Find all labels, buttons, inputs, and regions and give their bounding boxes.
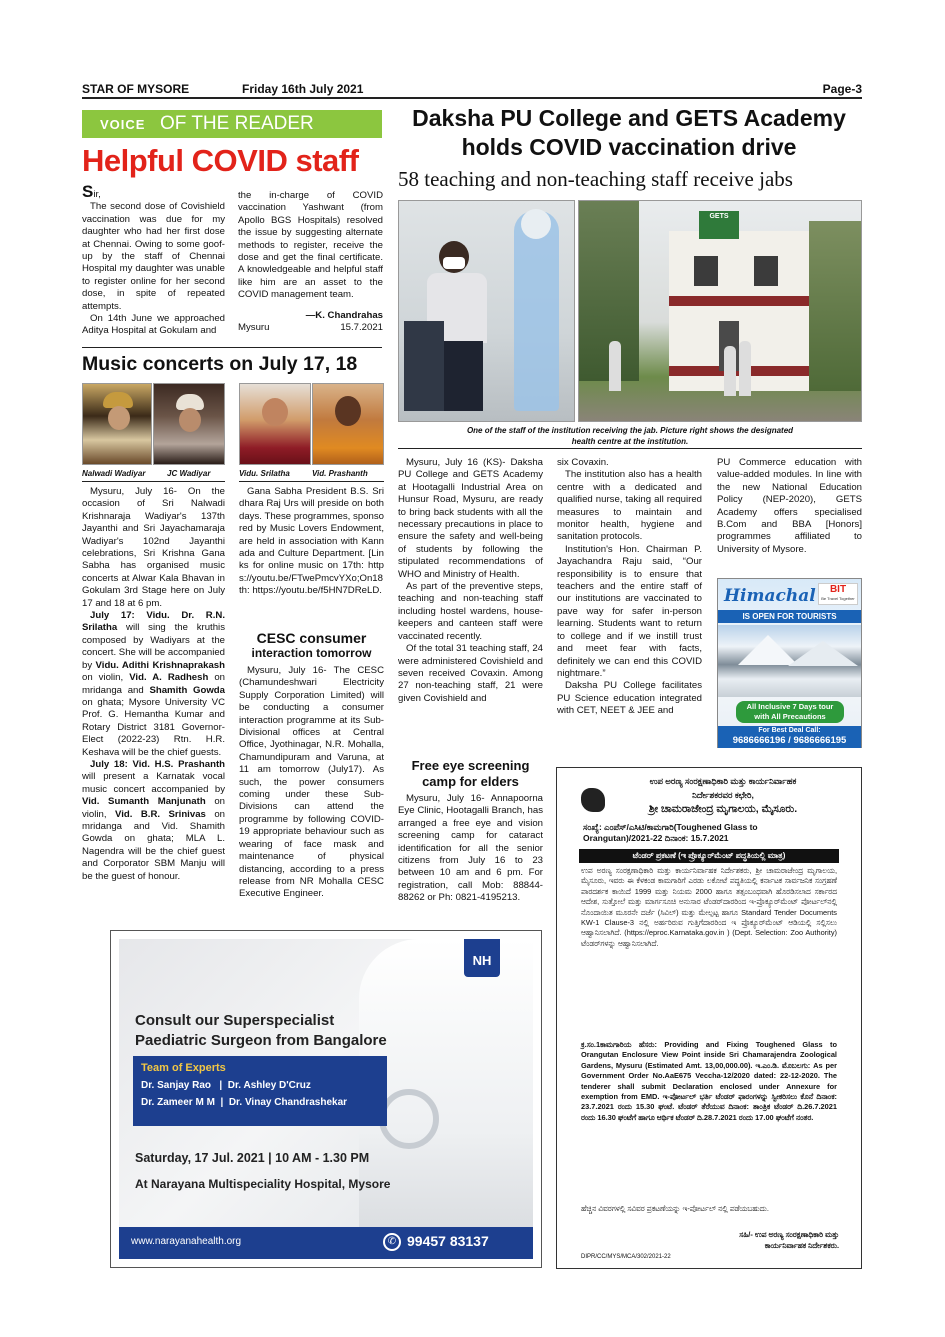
tender-sign: ಸಹಿ/- ಉಪ ಅರಣ್ಯ ಸಂರಕ್ಷಣಾಧಿಕಾರಿ ಮತ್ತು ಕಾರ್ಯನಿರ್ವಾಹಕ ನಿರ್ದೇಶಕರು.	[739, 1230, 839, 1250]
nh-team-box: Team of Experts Dr. Sanjay Rao | Dr. Ashley D'Cruz Dr. Zameer M M | Dr. Vinay Chandrashekar	[133, 1056, 387, 1126]
nh-phone[interactable]: 99457 83137	[407, 1233, 489, 1249]
daksha-col2: six Covaxin. The institution also has a health centre with a dedicated and qualified nurse, taking all required measures to maintain and monitor health, hygiene and sanitation protocols. Institution's Hon. Chairman P. Jayachandra Raju said, “Our responsibility is to ensure that teachers and the entire staff of our institutions are vaccinated to pave way for safer in-person learning. Students want to return to college and if we instill trust and meet fear with facts, definitely we can end this COVID nightmare.” Daksha PU College facilitates PU Science education integrated with CET, NEET & JEE and	[557, 457, 702, 717]
daksha-subhead: 58 teaching and non-teaching staff receive jabs	[398, 167, 793, 191]
voice-signature: —K. Chandrahas	[305, 310, 383, 321]
tender-ref: ಸಂಖ್ಯೆ: ಎಂಪೆಸ್/ಎಸಿಟಿ/ಕಾಮಗಾರಿ(Toughened Glass to Orangutan)/2021-22 ದಿನಾಂಕ: 15.7.2021	[583, 822, 758, 843]
caption-prashanth: Vid. Prashanth	[312, 469, 368, 478]
issue-date: Friday 16th July 2021	[242, 82, 364, 96]
salutation: Sir,	[82, 182, 101, 201]
himachal-offer: All Inclusive 7 Days tour with All Precautions	[736, 701, 844, 723]
caption-nalwadi: Nalwadi Wadiyar	[82, 469, 146, 478]
himachal-call: For Best Deal Call: 9686666196 / 9686666195	[718, 726, 861, 748]
cesc-body: Mysuru, July 16- The CESC (Chamundeshwari Electricity Supply Corporation Limited) will be conducting a consumer interaction programme at its Sub-Divisional offices at Central Office, Jyothinagar, N.R. Mohalla, Chamundipuram and Varuna, at 11 am tomorrow (July17). As such, the power consumers coming under these Sub-Divisions can attend the programme by following COVID-19 appropriate behaviour such as wearing of face mask and maintenance of physical distancing, according to a press release from NR Mohalla CESC Executive Engineer.	[239, 665, 384, 900]
photo-prashanth	[312, 383, 384, 465]
himachal-banner: IS OPEN FOR TOURISTS	[718, 610, 861, 623]
nh-ad-inner	[119, 939, 533, 1259]
music-headline: Music concerts on July 17, 18	[82, 353, 358, 375]
nh-datetime: Saturday, 17 Jul. 2021 | 10 AM - 1.30 PM	[135, 1151, 370, 1165]
photo-vaccination	[398, 200, 575, 422]
himachal-ad[interactable]	[717, 578, 862, 748]
phone-icon: ✆	[383, 1233, 401, 1251]
daksha-col3: PU Commerce education with value-added modules. In line with the new National Education Policy (NEP-2020), GETS Academy offers specialised B.Com and BBA [Honors] programmes affiliated to University of Mysore.	[717, 457, 862, 555]
voice-tag-rest: OF THE READER	[160, 113, 314, 134]
cesc-headline: CESC consumer interaction tomorrow	[251, 630, 372, 660]
voice-col1	[82, 182, 225, 338]
nh-logo: NH	[464, 939, 500, 977]
voice-place: Mysuru	[238, 322, 270, 334]
masthead	[82, 80, 862, 98]
caption-rule	[82, 481, 225, 482]
photo-caption-row	[82, 469, 384, 481]
tender-notice-title: ಟೆಂಡರ್ ಪ್ರಕಟಣೆ (ಇ ಪ್ರೊಕ್ಯೂರ್‌ಮೆಂಟ್ ಪದ್ಧತಿಯಲ್ಲಿ ಮಾತ್ರ)	[579, 849, 839, 863]
tender-dipr: DIPR/CC/MYS/MCA/302/2021-22	[581, 1254, 671, 1260]
tender-para1: ಉಪ ಅರಣ್ಯ ಸಂರಕ್ಷಣಾಧಿಕಾರಿ ಮತ್ತು ಕಾರ್ಯನಿರ್ವಾಹಕ ನಿರ್ದೇಶಕರು, ಶ್ರೀ ಚಾಮರಾಜೇಂದ್ರ ಮೃಗಾಲಯ, ಮೈಸೂರು, ಇವರು ಈ ಕೆಳಕಂಡ ಕಾಮಗಾರಿಗೆ ಎರಡು ಲಕೋಟೆ ಪದ್ಧತಿಯಲ್ಲಿ ಕರ್ನಾಟಕ ಸಾರ್ವಜನಿಕ ಸಂಗ್ರಹಣೆ ಪಾರದರ್ಶಕ ಕಾಯಿದೆ 1999 ಮತ್ತು ನಿಯಮ 2000 ಹಾಗೂ ತತ್ಸಂಬಂಧವಾಗಿ ಹೊರಡಿಸಲಾದ ಸರ್ಕಾರದ ಆದೇಶ, ಸುತ್ತೋಲೆ ಮತ್ತು ಮಾರ್ಗಸೂಚಿ ಅನುಸಾರ ಟೆಂಡರ್‌ದಾರರಿಂದ ಇ-ಪ್ರೊಕ್ಯೂರ್‌ಮೆಂಟ್ ಪೋರ್ಟಲ್‌ನಲ್ಲಿ ನೊಂದಾಯಿತ ಮೂರನೇ ದರ್ಜೆ (ಸಿವಿಲ್) ಮತ್ತು ಮೇಲ್ಪಟ್ಟ ಹಾಗೂ Standard Tender Documents KW-1 Clause-3 ನಲ್ಲಿ ಅರ್ಹರಿರುವ ಗುತ್ತಿಗೆದಾರರಿಂದ ಇ ಪ್ರೊಕ್ಯೂರ್‌ಮೆಂಟ್ ಆಡಿಯಲ್ಲಿ ಸಲ್ಲಿಸಲು ಆಹ್ವಾನಿಸಲಾಗಿದೆ. (https://eproc.Karnataka.gov.in ) (Dept. Selection: Zoo Authority) ಟೆಂಡರ್‌ಗಳನ್ನು ಆಹ್ವಾನಿಸಲಾಗಿದೆ.	[581, 866, 837, 948]
caption-rule	[239, 481, 384, 482]
tender-inner	[579, 774, 839, 1264]
page-number: Page-3	[822, 82, 862, 96]
narayana-ad[interactable]	[110, 930, 542, 1268]
caption-jc: JC Wadiyar	[167, 469, 211, 478]
mountain-photo	[718, 625, 861, 697]
voice-tag: VOICE	[100, 117, 146, 132]
eye-headline: Free eye screening camp for elders	[411, 758, 530, 789]
music-para: Gana Sabha President B.S. Sridhara Raj Urs will preside on both days. These programmes, sponsored by Music Lovers Endowment, are held in association with Kannada and Culture Department. [Links for online music on 17th: https://youtu.be/FTwePmcvYXo;On18th: https://youtu.be/f5HN7DReLD.	[239, 486, 384, 597]
eye-body: Mysuru, July 16- Annapoorna Eye Clinic, Hootagalli Branch, has arranged a free eye and vision screening camp for cataract identification for all the senior citizens from July 16 to 23 between 10 am and 6 pm. For registration, call Mob: 88844-88262 or Ph: 0821-4195213.	[398, 793, 543, 904]
bit-logo: BIT Be Travel Together	[818, 583, 858, 605]
photo-srilatha	[239, 383, 311, 465]
music-para: July 18: Vid. H.S. Prashanth will present a Karnatak vocal music concert accompanied by Vid. Sumanth Manjunath on violin, Vid. B.R. Srinivas on mridanga and Vid. Shamith Gowda on ghata; MLA L. Nagendra will be the chief guest and Corporator SBM Manju will be the guest of honour.	[82, 758, 225, 882]
nh-headline: Consult our Superspecialist Paediatric Surgeon from Bangalore	[135, 1012, 387, 1049]
gets-sign: GETS	[699, 211, 739, 239]
caption-srilatha: Vidu. Srilatha	[239, 469, 290, 478]
voice-headline: Helpful COVID staff	[82, 143, 359, 178]
tender-para3: ಹೆಚ್ಚಿನ ವಿವರಗಳಲ್ಲಿ ಸವಿವರ ಪ್ರಕಟಣೆಯನ್ನು ಇ-ಪೋರ್ಟಲ್ ನಲ್ಲಿ ಪಡೆಯಬಹುದು.	[581, 1204, 769, 1213]
daksha-col1: Mysuru, July 16 (KS)- Daksha PU College and GETS Academy at Hootagalli Industrial Area on Hunsur Road, Mysuru, are ready to bring back students with all the necessary precautions in place to ensure the safety and well-being of students by following the stipulated recommendations of WHO and Ministry of Health. As part of the preventive steps, teaching and non-teaching staff including hostel wardens, house-keepers and canteen staff were vaccinated recently. Of the total 31 teaching staff, 24 were administered Covishield and seven received Covaxin. Among 27 non-teaching staff, 21 were given Covishield and	[398, 457, 543, 704]
paper-name: STAR OF MYSORE	[82, 82, 190, 96]
masthead-rule	[82, 97, 862, 99]
himachal-title: Himachal	[724, 586, 816, 606]
section-divider	[82, 347, 382, 348]
photo-jc-wadiyar	[153, 383, 225, 465]
music-para: Mysuru, July 16- On the occasion of Sri Nalwadi Krishnaraja Wadiyar's 137th Jayanthi and Sri Jayachamaraja Wadiyar's 102nd Jayanthi celebrations, Sri Krishna Gana Sabha has organised music concerts at Alwar Kala Bhavan in Gokulam 3rd Stage here on July 17 and 18 at 6 pm.	[82, 486, 225, 609]
tender-office: ಉಪ ಅರಣ್ಯ ಸಂರಕ್ಷಣಾಧಿಕಾರಿ ಮತ್ತು ಕಾರ್ಯನಿರ್ವಾಹಕ ನಿರ್ದೇಶಕರವರ ಕಛೇರಿ, ಶ್ರೀ ಚಾಮರಾಜೇಂದ್ರ ಮೃಗಾಲಯ, ಮೈಸೂರು.	[648, 776, 798, 815]
nh-website[interactable]: www.narayanahealth.org	[131, 1236, 242, 1247]
caption-rule	[398, 448, 862, 449]
music-para: July 17: Vidu. Dr. R.N. Srilatha will sing the kruthis composed by Wadiyars at the concert. She will be accompanied by Vidu. Adithi Krishnaprakash on violin, Vid. A. Radhesh on mridanga and Shamith Gowda on ghata; Mysore University VC Prof. G. Hemantha Kumar and Rotary District 3181 Governor-Elect (2022-23) Rtn. H.R. Keshava will be the chief guests.	[82, 610, 226, 758]
tender-para2: ಕ್ರ.ಸಂ.1ಕಾಮಗಾರಿಯ ಹೆಸರು: Providing and Fixing Toughened Glass to Orangutan Enclosure View Point inside Sri Chamarajendra Zoological Gardens, Mysuru (Estimated Amt. 13,00,000.00). ಇ.ಎಂ.ಡಿ. ಮೊಬಲಗು: As per Government Order No.AaE675 Veccha-12/2020 dated: 22-12-2020. The tenderer shall submit Declaration enclosed under Annexure for exemption from EMD. ಇ-ಪೋರ್ಟಲ್ ಭರ್ತಿ ಟೆಂಡರ್ ಫಾರಂಗಳನ್ನು ಸ್ವೀಕರಿಸಲು ಕೊನೆ ದಿನಾಂಕ: 23.7.2021 ರಂದು 15.30 ಘಂಟೆ. ಟೆಂಡರ್ ತೆರೆಯುವ ದಿನಾಂಕ: ತಾಂತ್ರಿಕ ಟೆಂಡರ್ ದಿ.26.7.2021 ರಂದು 16.30 ಘಂಟೆಗೆ ಹಾಗೂ ಆರ್ಥಿಕ ಟೆಂಡರ್ ದಿ.28.7.2021 ರಂದು 17.00 ಘಂಟೆಗೆ ನಂತರ.	[581, 1040, 837, 1122]
nh-footer	[119, 1227, 533, 1259]
daksha-caption: One of the staff of the institution receiving the jab. Picture right shows the designated health centre at the institution.	[466, 426, 794, 446]
voice-para: On 14th June we approached Aditya Hospital at Gokulam and	[82, 313, 225, 337]
daksha-headline: Daksha PU College and GETS Academy holds COVID vaccination drive	[412, 105, 846, 160]
voice-para: the in-charge of COVID vaccination Yashwant (from Apollo BGS Hospitals) resolved the issue by suggesting alternate methods to register, receive the dose and get the final certificate. A knowledgeable and helpful staff like him are an asset to the COVID management team.	[238, 190, 383, 301]
music-col1	[82, 486, 225, 883]
emblem-icon	[581, 788, 605, 812]
music-col2	[239, 486, 384, 598]
nh-venue: At Narayana Multispeciality Hospital, Mysore	[135, 1177, 391, 1191]
photo-health-centre	[578, 200, 862, 422]
photo-nalwadi-wadiyar	[82, 383, 152, 465]
voice-banner	[82, 110, 382, 138]
voice-col2	[238, 190, 383, 335]
voice-para: The second dose of Covishield vaccination was due for my daughter who had her first dose at Chennai. Owing to some goof-up by the staff of Chennai Hospital my daughter was unable to register online for her second dose, in spite of repeated attempts.	[82, 201, 225, 312]
tender-notice	[556, 767, 862, 1269]
voice-date: 15.7.2021	[340, 322, 383, 334]
